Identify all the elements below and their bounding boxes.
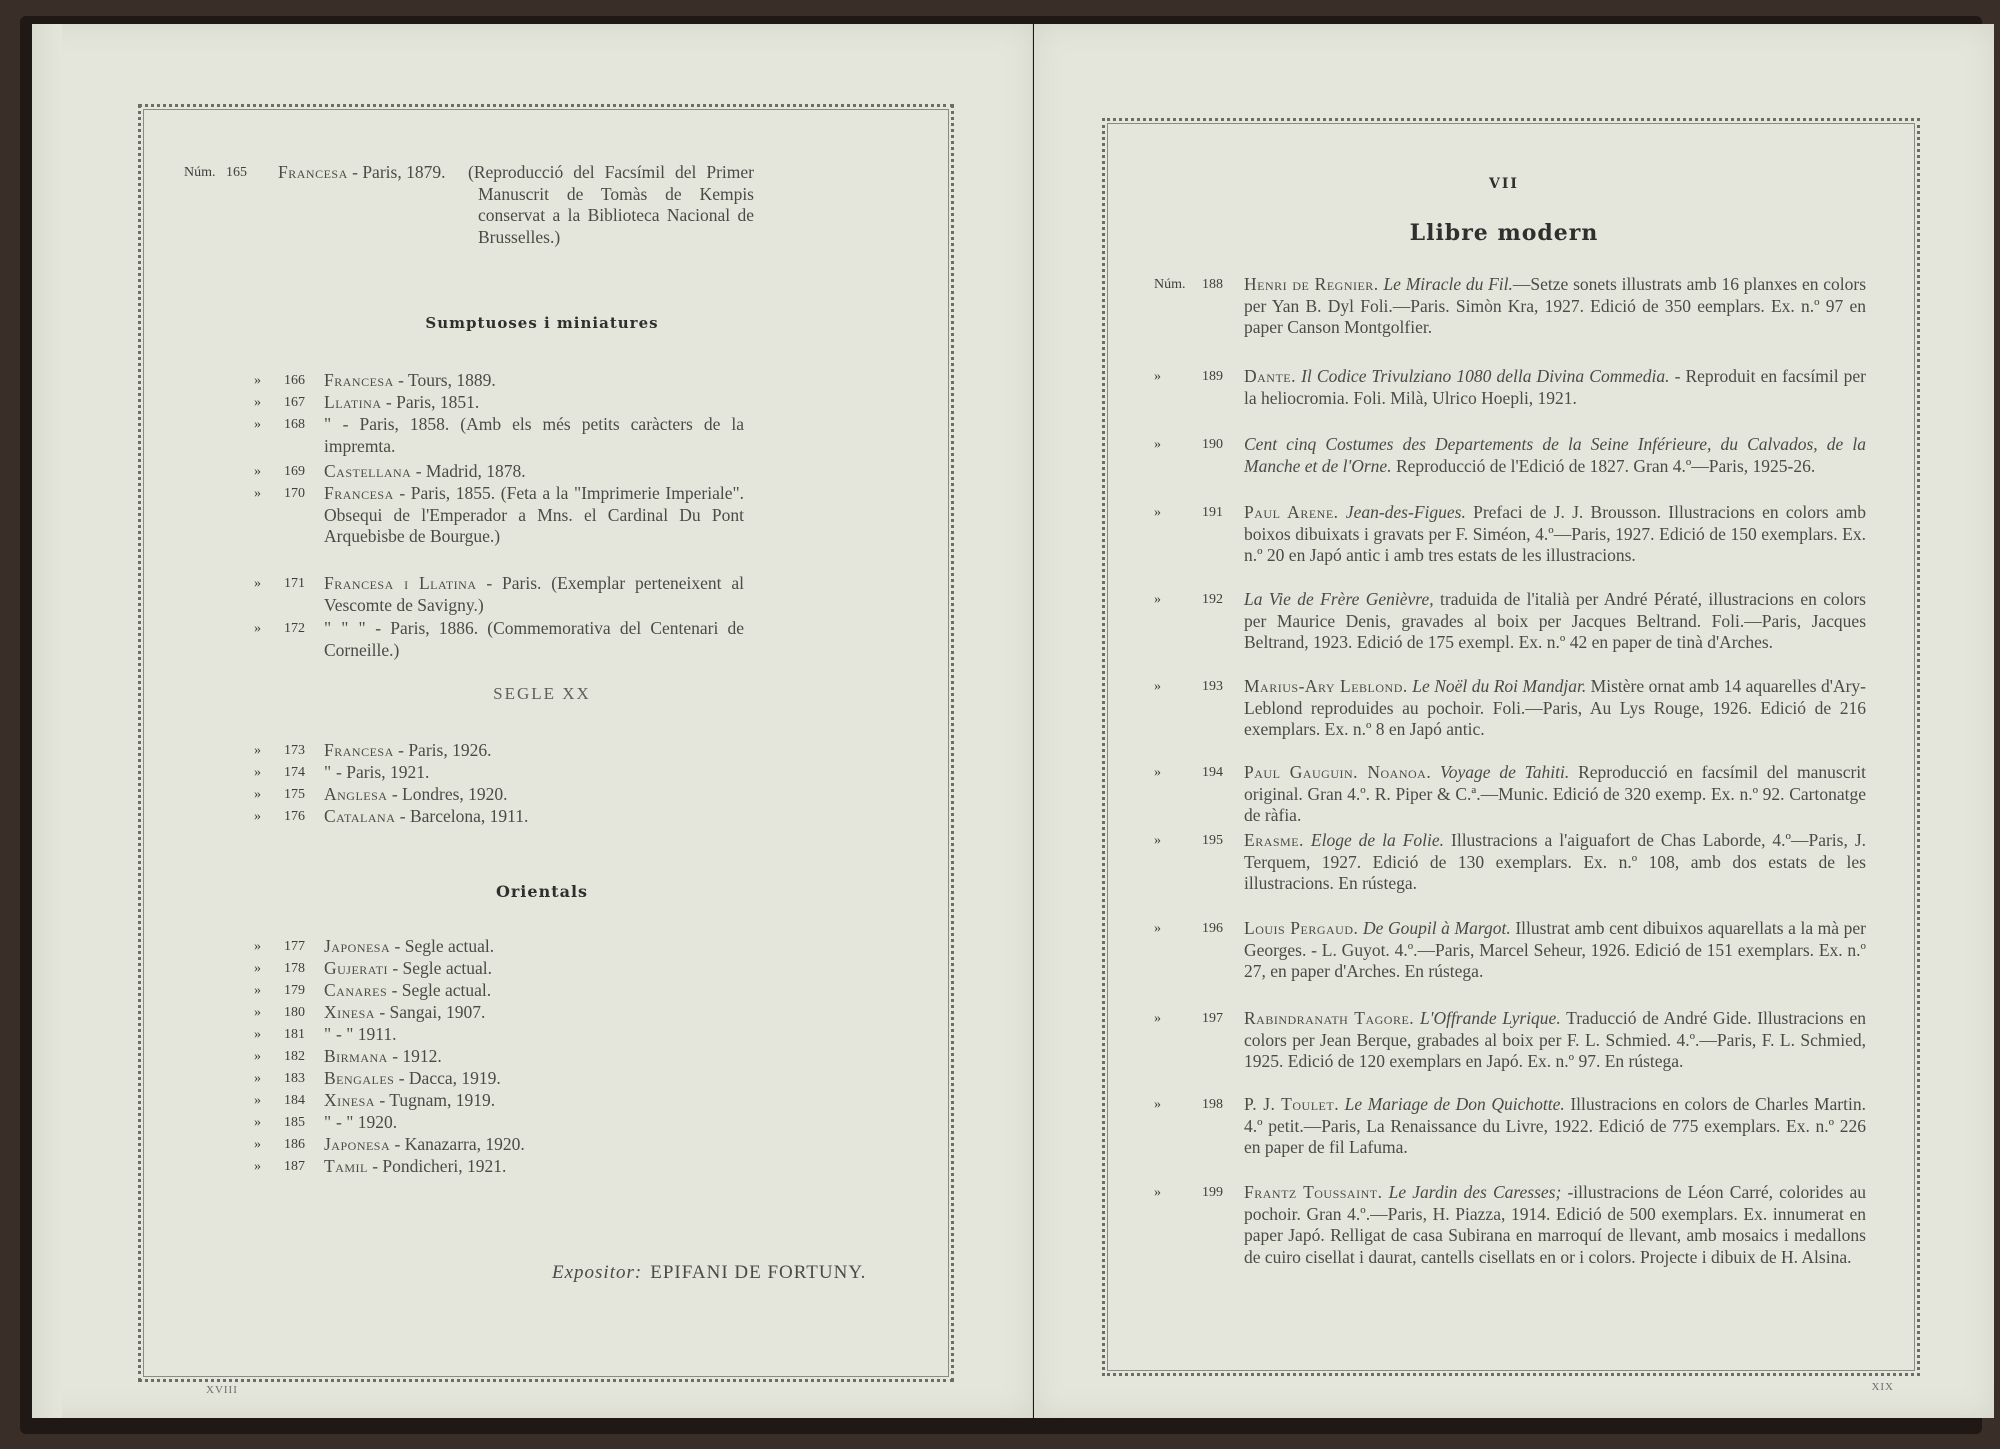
- origin-text: Francesa: [324, 483, 394, 503]
- entry-title: Le Jardin des Caresses;: [1388, 1182, 1562, 1202]
- entry-text: [324, 618, 744, 661]
- entry-description: - Reproduit en facsímil per la heliocromia. Foli. Milà, Ulrico Hoepli, 1921.: [1244, 366, 1866, 408]
- origin-text: Canares: [324, 980, 388, 1000]
- expositor-line: [552, 1262, 866, 1284]
- entry-rest: - Paris, 1858. (Amb els més petits caràcters de la impremta.: [324, 414, 744, 456]
- list-item: [1154, 762, 1866, 827]
- list-mark: »: [254, 1115, 261, 1130]
- entry-number: 179: [284, 983, 305, 998]
- entry-text: [324, 1112, 744, 1134]
- list-item: [1154, 434, 1866, 477]
- expositor-label: Expositor:: [552, 1262, 643, 1283]
- entry-number: 178: [284, 961, 305, 976]
- entry-author: P. J. Toulet.: [1244, 1094, 1340, 1114]
- entry-rest: - Segle actual.: [387, 980, 492, 1000]
- entry-text: [324, 1068, 744, 1090]
- entry-text: [1244, 274, 1866, 339]
- list-mark: »: [254, 621, 261, 636]
- entry-text: [324, 762, 744, 784]
- entry-author: Paul Gauguin. Noanoa.: [1244, 762, 1432, 782]
- entry-rest: - Paris, 1921.: [331, 762, 430, 782]
- list-mark: »: [254, 939, 261, 954]
- section-title: Llibre modern: [1409, 220, 1599, 246]
- entry-rest: - Paris, 1926.: [393, 740, 492, 760]
- list-mark: »: [1154, 1185, 1161, 1200]
- list-item: [254, 784, 744, 806]
- entry-text: [324, 740, 744, 762]
- entry-text: [1244, 1094, 1866, 1159]
- list-mark: »: [254, 373, 261, 388]
- entry-origin: [278, 162, 478, 184]
- list-item: [1154, 502, 1866, 567]
- list-item: [254, 483, 744, 548]
- entry-number: 197: [1202, 1011, 1223, 1026]
- origin-text: Tamil: [324, 1156, 368, 1176]
- entry-title: Voyage de Tahiti.: [1440, 762, 1570, 782]
- list-item: [254, 958, 744, 980]
- entry-text: [324, 784, 744, 806]
- entry-text: [1244, 1182, 1866, 1268]
- list-item: [254, 392, 744, 414]
- origin-text: Francesa: [324, 370, 394, 390]
- entry-description: traduida de l'italià per André Pératé, illustracions en colors per Maurice Denis, gravades al boix per Jacques Beltrand. Foli.—Paris, Jacques Beltrand, 1923. Edició de 175 exempl. Ex. n.º 42 en paper de tinà d'Arches.: [1244, 589, 1866, 652]
- entry-number: 181: [284, 1027, 305, 1042]
- list-item: [254, 1156, 744, 1178]
- list-mark: »: [254, 809, 261, 824]
- entry-rest: - Barcelona, 1911.: [395, 806, 529, 826]
- list-item: [254, 1046, 744, 1068]
- entry-text: [1244, 502, 1866, 567]
- origin-text: " " ": [324, 618, 367, 638]
- entry-rest: - " 1911.: [331, 1024, 397, 1044]
- list-mark: »: [254, 1049, 261, 1064]
- origin-text: Francesa i Llatina: [324, 573, 477, 593]
- entry-rest: - Paris, 1855. (Feta a la "Imprimerie Imperiale". Obsequi de l'Emperador a Mns. el Cardinal Du Pont Arquebisbe de Bourgue.): [324, 483, 744, 546]
- entry-text: [324, 958, 744, 980]
- list-mark: »: [254, 983, 261, 998]
- origin-text: Birmana: [324, 1046, 388, 1066]
- entry-text: [324, 461, 744, 483]
- list-mark: »: [254, 743, 261, 758]
- entry-number: 195: [1202, 833, 1223, 848]
- list-mark: Núm.: [1154, 277, 1186, 292]
- origin-text: Francesa: [278, 162, 348, 182]
- entry-text: [324, 573, 744, 616]
- list-item: [254, 936, 744, 958]
- entry-rest: - 1912.: [387, 1046, 442, 1066]
- entry-number: 175: [284, 787, 305, 802]
- entry-number: 193: [1202, 679, 1223, 694]
- entry-number: 184: [284, 1093, 305, 1108]
- list-item: [254, 461, 744, 483]
- book-spread: [20, 16, 1982, 1434]
- list-mark: »: [254, 417, 261, 432]
- entry-text: [1244, 366, 1866, 409]
- list-mark: »: [254, 576, 261, 591]
- entry-description: Illustracions a l'aiguafort de Chas Laborde, 4.º—Paris, J. Terquem, 1927. Edició de 130 exemplars. Ex. n.º 108, amb dos estats de les illustracions. En rústega.: [1244, 830, 1867, 893]
- entry-rest: - Kanazarra, 1920.: [390, 1134, 525, 1154]
- list-item: [254, 1024, 744, 1046]
- entry-number: 166: [284, 373, 305, 388]
- entry-number: 167: [284, 395, 305, 410]
- entry-rest: - Paris, 1851.: [381, 392, 480, 412]
- entry-number: 171: [284, 576, 305, 591]
- entry-rest: - Segle actual.: [387, 958, 492, 978]
- entry-title: De Goupil à Margot.: [1362, 918, 1511, 938]
- entry-author: Henri de Regnier.: [1244, 274, 1379, 294]
- entry-number: 169: [284, 464, 305, 479]
- num-label: Núm.: [184, 165, 216, 180]
- list-item: [1154, 1182, 1866, 1268]
- origin-text: Gujerati: [324, 958, 388, 978]
- entry-text: [324, 1002, 744, 1024]
- list-mark: »: [1154, 679, 1161, 694]
- entry-text: [1244, 1008, 1866, 1073]
- entry-text: [1244, 434, 1866, 477]
- entry-description: -illustracions de Léon Carré, colorides au pochoir. Gran 4.º.—Paris, H. Piazza, 1914. Edició de 500 exemplars. Ex. innumerat en paper Japó. Relligat de casa Subirana en marroquí de llevant, amb mosaics i medallons de cuiro cisellat i daurat, cantells cisellats en or i colors. Projecte i dibuix de H. Alsina.: [1244, 1182, 1866, 1267]
- list-mark: »: [1154, 369, 1161, 384]
- list-item: [254, 806, 744, 828]
- entry-title: Le Mariage de Don Quichotte.: [1344, 1094, 1565, 1114]
- entry-rest: - Pondicheri, 1921.: [367, 1156, 507, 1176]
- origin-text: Anglesa: [324, 784, 388, 804]
- entry-number: 182: [284, 1049, 305, 1064]
- list-item: [1154, 918, 1866, 983]
- list-item: [254, 1134, 744, 1156]
- entry-description: Illustracions en colors de Charles Martin. 4.º petit.—Paris, La Renaissance du Livre, 1922. Edició de 775 exemplars. Ex. n.º 226 en paper de fil Lafuma.: [1244, 1094, 1866, 1157]
- list-item: [1154, 1094, 1866, 1159]
- page-edge: [32, 24, 62, 1418]
- entry-number: 186: [284, 1137, 305, 1152]
- entry-title: Le Miracle du Fil.: [1383, 274, 1513, 294]
- entry-text: [324, 1156, 744, 1178]
- entry-author: Frantz Toussaint.: [1244, 1182, 1383, 1202]
- entry-rest: - Tugnam, 1919.: [374, 1090, 496, 1110]
- entry-number: 196: [1202, 921, 1223, 936]
- entry-description: Traducció de André Gide. Illustracions en colors per Jean Berque, grabades al boix per F. L. Schmied. 4.º.—Paris, F. L. Schmied, 1925. Edició de 120 exemplars en Japó. Ex. n.º 97. En rústega.: [1244, 1008, 1867, 1071]
- entry-text: [324, 1046, 744, 1068]
- list-item: [254, 1112, 744, 1134]
- entry-text: [1244, 918, 1866, 983]
- origin-text: Francesa: [324, 740, 394, 760]
- entry-text: [1244, 830, 1866, 895]
- list-item: [254, 618, 744, 661]
- entry-text: [324, 936, 744, 958]
- entry-title: Eloge de la Folie.: [1310, 830, 1445, 850]
- list-item: [1154, 830, 1866, 895]
- entry-text: [324, 1024, 744, 1046]
- entry-text: [324, 392, 744, 414]
- list-mark: »: [1154, 1011, 1161, 1026]
- entry-text: [1244, 676, 1866, 741]
- entry-number: 187: [284, 1159, 305, 1174]
- list-item: [254, 762, 744, 784]
- origin-text: ": [324, 1112, 332, 1132]
- list-item: [1154, 676, 1866, 741]
- list-mark: »: [1154, 833, 1161, 848]
- list-mark: »: [254, 395, 261, 410]
- list-item: [254, 1068, 744, 1090]
- entry-number: 189: [1202, 369, 1223, 384]
- entry-title: Il Codice Trivulziano 1080 della Divina Commedia.: [1301, 366, 1670, 386]
- entry-author: Rabindranath Tagore.: [1244, 1008, 1415, 1028]
- entry-text: [324, 370, 744, 392]
- list-mark: »: [1154, 765, 1161, 780]
- entry-number: 168: [284, 417, 305, 432]
- entry-rest: - " 1920.: [331, 1112, 398, 1132]
- entry-rest: - Madrid, 1878.: [411, 461, 526, 481]
- entry-description: Illustrat amb cent dibuixos aquarellats a la mà per Georges. - L. Guyot. 4.º.—Paris, Marcel Seheur, 1926. Edició de 151 exemplars. Ex. n.º 27, en paper d'Arches. En rústega.: [1244, 918, 1866, 981]
- list-mark: »: [254, 1005, 261, 1020]
- origin-text: Bengales: [324, 1068, 395, 1088]
- entry-text: [324, 1134, 744, 1156]
- entry-number: 188: [1202, 277, 1223, 292]
- entry-author: Marius-Ary Leblond.: [1244, 676, 1408, 696]
- entry-number: 183: [284, 1071, 305, 1086]
- entry-number: 180: [284, 1005, 305, 1020]
- left-page: [32, 24, 1033, 1418]
- entry-rest: - Londres, 1920.: [387, 784, 508, 804]
- list-item: [254, 370, 744, 392]
- section-number: VII: [1489, 176, 1519, 192]
- list-mark: »: [254, 1027, 261, 1042]
- list-item: [1154, 274, 1866, 339]
- list-mark: »: [254, 787, 261, 802]
- entry-number: 191: [1202, 505, 1223, 520]
- entry-title: Jean-des-Figues.: [1345, 502, 1466, 522]
- origin-text: Castellana: [324, 461, 412, 481]
- entry-title: Cent cinq Costumes des Departements de la Seine Inférieure, du Calvados, de la Manche et de l'Orne.: [1244, 434, 1866, 476]
- list-mark: »: [254, 1093, 261, 1108]
- entry-number: 177: [284, 939, 305, 954]
- entry-text: [324, 1090, 744, 1112]
- entry-number: 198: [1202, 1097, 1223, 1112]
- folio-left: XVIII: [206, 1384, 238, 1396]
- origin-text: ": [324, 1024, 332, 1044]
- list-item: [1154, 1008, 1866, 1073]
- folio-right: XIX: [1871, 1381, 1894, 1393]
- list-item: [254, 414, 744, 457]
- list-item: [1154, 589, 1866, 654]
- origin-text: Catalana: [324, 806, 396, 826]
- list-mark: »: [1154, 1097, 1161, 1112]
- entry-text: [324, 980, 744, 1002]
- entry-title: L'Offrande Lyrique.: [1419, 1008, 1561, 1028]
- list-item: [254, 1002, 744, 1024]
- list-mark: »: [1154, 505, 1161, 520]
- place-text: - Paris, 1879.: [347, 162, 446, 182]
- list-mark: »: [254, 1159, 261, 1174]
- entry-number: 194: [1202, 765, 1223, 780]
- list-mark: »: [254, 1137, 261, 1152]
- entry-rest: - Sangai, 1907.: [374, 1002, 486, 1022]
- list-item: [1154, 366, 1866, 409]
- origin-text: Japonesa: [324, 1134, 391, 1154]
- entry-number: 174: [284, 765, 305, 780]
- entry-description: Reproducció en facsímil del manuscrit original. Gran 4.º. R. Piper & C.ª.—Munic. Edició de 320 exemp. Ex. n.º 92. Cartonatge de ràfia.: [1244, 762, 1867, 825]
- entry-number: 172: [284, 621, 305, 636]
- list-mark: »: [254, 486, 261, 501]
- list-mark: »: [254, 765, 261, 780]
- entry-author: Paul Arene.: [1244, 502, 1339, 522]
- entry-author: Dante.: [1244, 366, 1297, 386]
- expositor-name: EPIFANI DE FORTUNY.: [650, 1262, 867, 1283]
- entry-number: 176: [284, 809, 305, 824]
- list-mark: »: [254, 464, 261, 479]
- list-mark: »: [254, 961, 261, 976]
- entry-number: 192: [1202, 592, 1223, 607]
- list-item: [254, 740, 744, 762]
- list-mark: »: [254, 1071, 261, 1086]
- entry-rest: - Dacca, 1919.: [394, 1068, 501, 1088]
- section-heading-sumptuoses: Sumptuoses i miniatures: [425, 314, 659, 332]
- entry-description: Mistère ornat amb 14 aquarelles d'Ary-Leblond reproduides au pochoir. Foli.—Paris, Au Lys Rouge, 1926. Edició de 216 exemplars. Ex. n.º 8 en Japó antic.: [1244, 676, 1866, 739]
- entry-number: 185: [284, 1115, 305, 1130]
- entry-number: 199: [1202, 1185, 1223, 1200]
- list-item: [254, 980, 744, 1002]
- entry-rest: - Tours, 1889.: [393, 370, 496, 390]
- origin-text: Xinesa: [324, 1090, 375, 1110]
- list-mark: »: [1154, 921, 1161, 936]
- entry-rest: - Paris, 1886. (Commemorativa del Centenari de Corneille.): [324, 618, 744, 660]
- entry-number: 170: [284, 486, 305, 501]
- origin-text: Japonesa: [324, 936, 391, 956]
- entry-text: [324, 483, 744, 548]
- entry-number: 165: [226, 165, 247, 180]
- entry-text: [324, 806, 744, 828]
- entry-title: Le Noël du Roi Mandjar.: [1412, 676, 1587, 696]
- section-heading-segle: SEGLE XX: [493, 684, 591, 703]
- right-page: [1034, 24, 1994, 1418]
- origin-text: Llatina: [324, 392, 382, 412]
- origin-text: ": [324, 414, 332, 434]
- origin-text: Xinesa: [324, 1002, 375, 1022]
- entry-text: [1244, 762, 1866, 827]
- list-item: [254, 1090, 744, 1112]
- entry-description: Reproducció de l'Edició de 1827. Gran 4.º—Paris, 1925-26.: [1391, 455, 1816, 476]
- entry-number: 173: [284, 743, 305, 758]
- entry-text: [324, 414, 744, 457]
- entry-title: La Vie de Frère Genièvre,: [1244, 589, 1434, 609]
- entry-author: Louis Pergaud.: [1244, 918, 1359, 938]
- entry-description: —Setze sonets illustrats amb 16 planxes en colors per Yan B. Dyl Foli.—Paris. Simòn Kra, 1927. Edició de 350 eemplars. Ex. n.º 97 en paper Canson Montgolfier.: [1244, 274, 1867, 337]
- entry-description: Prefaci de J. J. Brousson. Illustracions en colors amb boixos dibuixats i gravats per F. Siméon, 4.º—Paris, 1927. Edició de 150 exemplars. Ex. n.º 20 en Japó antic i amb tres estats de les illustracions.: [1244, 502, 1867, 565]
- list-item: [254, 573, 744, 616]
- entry-author: Erasme.: [1244, 830, 1304, 850]
- entry-165-note: (Reproducció del Facsímil del Primer Manuscrit de Tomàs de Kempis conservat a la Biblioteca Nacional de Brusselles.): [468, 162, 754, 247]
- section-heading-orientals: Orientals: [495, 882, 589, 901]
- entry-number: 190: [1202, 437, 1223, 452]
- entry-rest: - Paris. (Exemplar perteneixent al Vescomte de Savigny.): [324, 573, 744, 615]
- list-mark: »: [1154, 592, 1161, 607]
- origin-text: ": [324, 762, 332, 782]
- entry-text: [1244, 589, 1866, 654]
- entry-rest: - Segle actual.: [390, 936, 495, 956]
- list-mark: »: [1154, 437, 1161, 452]
